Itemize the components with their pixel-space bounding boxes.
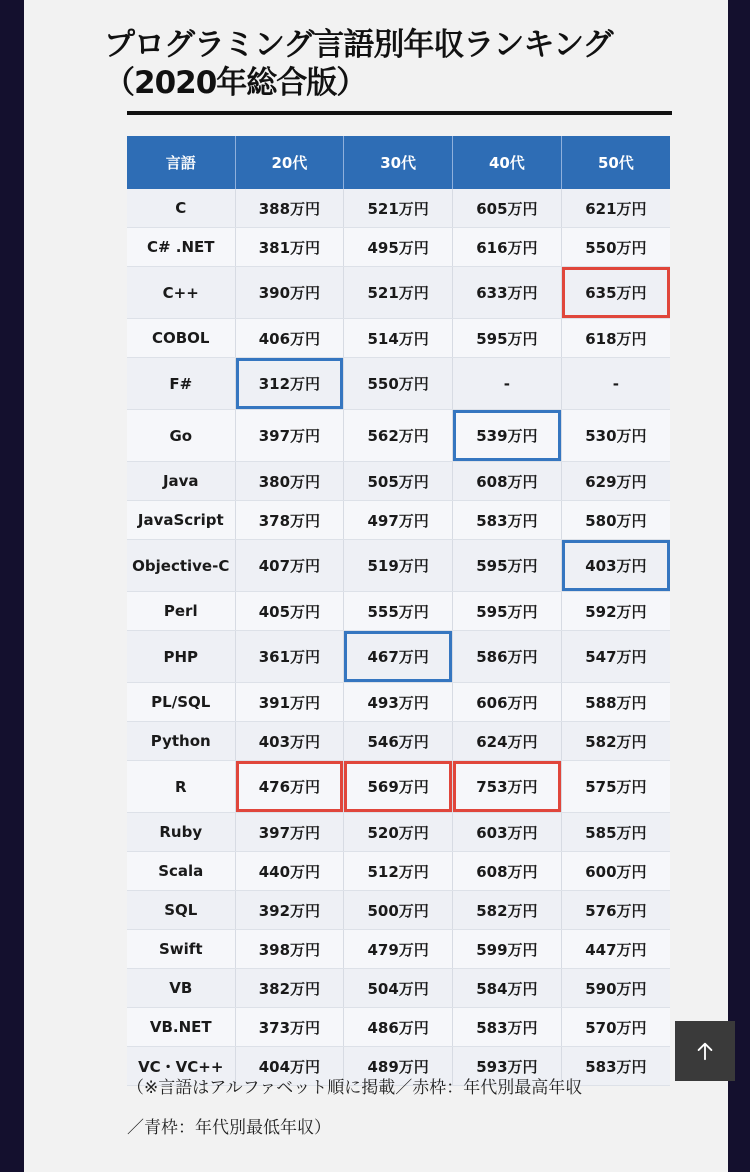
language-cell: Scala [127,852,235,891]
table-row [127,761,670,813]
salary-cell: 608万円 [453,462,562,501]
salary-cell: 753万円 [453,761,562,813]
salary-cell: 520万円 [344,813,453,852]
salary-cell: 582万円 [453,891,562,930]
salary-ranking-table [127,136,670,1086]
salary-cell: 582万円 [561,722,670,761]
salary-cell: 407万円 [235,540,344,592]
salary-cell: 500万円 [344,891,453,930]
language-cell: Swift [127,930,235,969]
salary-cell: 606万円 [453,683,562,722]
salary-cell: 570万円 [561,1008,670,1047]
salary-cell: 600万円 [561,852,670,891]
table-row [127,228,670,267]
salary-cell: 550万円 [344,358,453,410]
language-cell: C [127,189,235,228]
table-row [127,501,670,540]
salary-cell: 397万円 [235,813,344,852]
salary-cell: 603万円 [453,813,562,852]
table-row [127,540,670,592]
salary-cell: 585万円 [561,813,670,852]
salary-cell: 530万円 [561,410,670,462]
salary-cell: 397万円 [235,410,344,462]
language-cell: R [127,761,235,813]
salary-cell: 583万円 [453,1008,562,1047]
table-body [127,189,670,1086]
salary-cell: 373万円 [235,1008,344,1047]
salary-cell: 521万円 [344,189,453,228]
salary-cell: 583万円 [561,1047,670,1086]
salary-cell: 312万円 [235,358,344,410]
salary-cell: 398万円 [235,930,344,969]
table-row [127,969,670,1008]
salary-cell: 380万円 [235,462,344,501]
language-cell: VC・VC++ [127,1047,235,1086]
salary-cell: 440万円 [235,852,344,891]
salary-cell: 497万円 [344,501,453,540]
salary-cell: 382万円 [235,969,344,1008]
salary-cell: 539万円 [453,410,562,462]
salary-cell: 635万円 [561,267,670,319]
salary-cell: 390万円 [235,267,344,319]
salary-cell: 583万円 [453,501,562,540]
language-cell: VB [127,969,235,1008]
column-header-age-2: 30代 [344,136,453,189]
title-divider [127,111,672,115]
language-cell: Objective-C [127,540,235,592]
language-cell: Ruby [127,813,235,852]
table-header-row [127,136,670,189]
salary-cell: 599万円 [453,930,562,969]
article-page [24,0,728,1172]
salary-cell: 629万円 [561,462,670,501]
language-cell: Java [127,462,235,501]
salary-cell: 588万円 [561,683,670,722]
table-row [127,891,670,930]
salary-cell: 476万円 [235,761,344,813]
salary-cell: 575万円 [561,761,670,813]
table-row [127,683,670,722]
salary-cell: 505万円 [344,462,453,501]
salary-cell: 479万円 [344,930,453,969]
salary-cell: 493万円 [344,683,453,722]
salary-cell: 521万円 [344,267,453,319]
salary-cell: 569万円 [344,761,453,813]
salary-cell: 361万円 [235,631,344,683]
arrow-up-icon [694,1040,716,1062]
salary-cell: 624万円 [453,722,562,761]
salary-cell: 391万円 [235,683,344,722]
table-row [127,631,670,683]
column-header-age-4: 50代 [561,136,670,189]
salary-cell: 595万円 [453,319,562,358]
salary-cell: 406万円 [235,319,344,358]
table-note [127,1068,687,1148]
table-row [127,267,670,319]
salary-cell: 512万円 [344,852,453,891]
salary-cell: 595万円 [453,592,562,631]
salary-cell: 514万円 [344,319,453,358]
table-row [127,852,670,891]
table-row [127,930,670,969]
salary-cell: - [453,358,562,410]
salary-cell: 576万円 [561,891,670,930]
salary-cell: 381万円 [235,228,344,267]
language-cell: C++ [127,267,235,319]
language-cell: PL/SQL [127,683,235,722]
note-line-2: ／青枠：年代別最低年収） [127,1118,331,1138]
table-row [127,813,670,852]
table-row [127,358,670,410]
column-header-age-1: 20代 [235,136,344,189]
salary-cell: 546万円 [344,722,453,761]
salary-cell: 586万円 [453,631,562,683]
column-header-language: 言語 [127,136,235,189]
salary-cell: 555万円 [344,592,453,631]
language-cell: PHP [127,631,235,683]
table-row [127,410,670,462]
table-row [127,592,670,631]
title-line-1: プログラミング言語別年収ランキング [104,27,613,63]
language-cell: COBOL [127,319,235,358]
language-cell: Go [127,410,235,462]
salary-cell: 608万円 [453,852,562,891]
salary-cell: 592万円 [561,592,670,631]
salary-cell: 562万円 [344,410,453,462]
salary-cell: 519万円 [344,540,453,592]
salary-cell: 584万円 [453,969,562,1008]
language-cell: JavaScript [127,501,235,540]
salary-cell: 403万円 [235,722,344,761]
language-cell: F# [127,358,235,410]
language-cell: Python [127,722,235,761]
salary-cell: 618万円 [561,319,670,358]
back-to-top-button[interactable] [675,1021,735,1081]
salary-cell: 547万円 [561,631,670,683]
page-title [104,26,684,102]
salary-cell: 504万円 [344,969,453,1008]
table-row [127,1008,670,1047]
salary-cell: 580万円 [561,501,670,540]
salary-cell: 404万円 [235,1047,344,1086]
salary-cell: 486万円 [344,1008,453,1047]
language-cell: SQL [127,891,235,930]
salary-cell: 593万円 [453,1047,562,1086]
salary-cell: 405万円 [235,592,344,631]
salary-cell: 550万円 [561,228,670,267]
salary-cell: 616万円 [453,228,562,267]
table-row [127,189,670,228]
salary-cell: 489万円 [344,1047,453,1086]
salary-cell: 403万円 [561,540,670,592]
salary-cell: 633万円 [453,267,562,319]
salary-cell: 621万円 [561,189,670,228]
salary-cell: - [561,358,670,410]
table-row [127,722,670,761]
table-row [127,462,670,501]
salary-cell: 378万円 [235,501,344,540]
salary-cell: 605万円 [453,189,562,228]
salary-cell: 590万円 [561,969,670,1008]
salary-cell: 388万円 [235,189,344,228]
language-cell: C# .NET [127,228,235,267]
language-cell: VB.NET [127,1008,235,1047]
salary-cell: 392万円 [235,891,344,930]
title-line-2: （2020年総合版） [104,65,367,101]
language-cell: Perl [127,592,235,631]
note-line-1: （※言語はアルファベット順に掲載／赤枠：年代別最高年収 [127,1078,583,1098]
salary-cell: 595万円 [453,540,562,592]
column-header-age-3: 40代 [453,136,562,189]
table-row [127,319,670,358]
salary-cell: 495万円 [344,228,453,267]
salary-cell: 467万円 [344,631,453,683]
salary-cell: 447万円 [561,930,670,969]
